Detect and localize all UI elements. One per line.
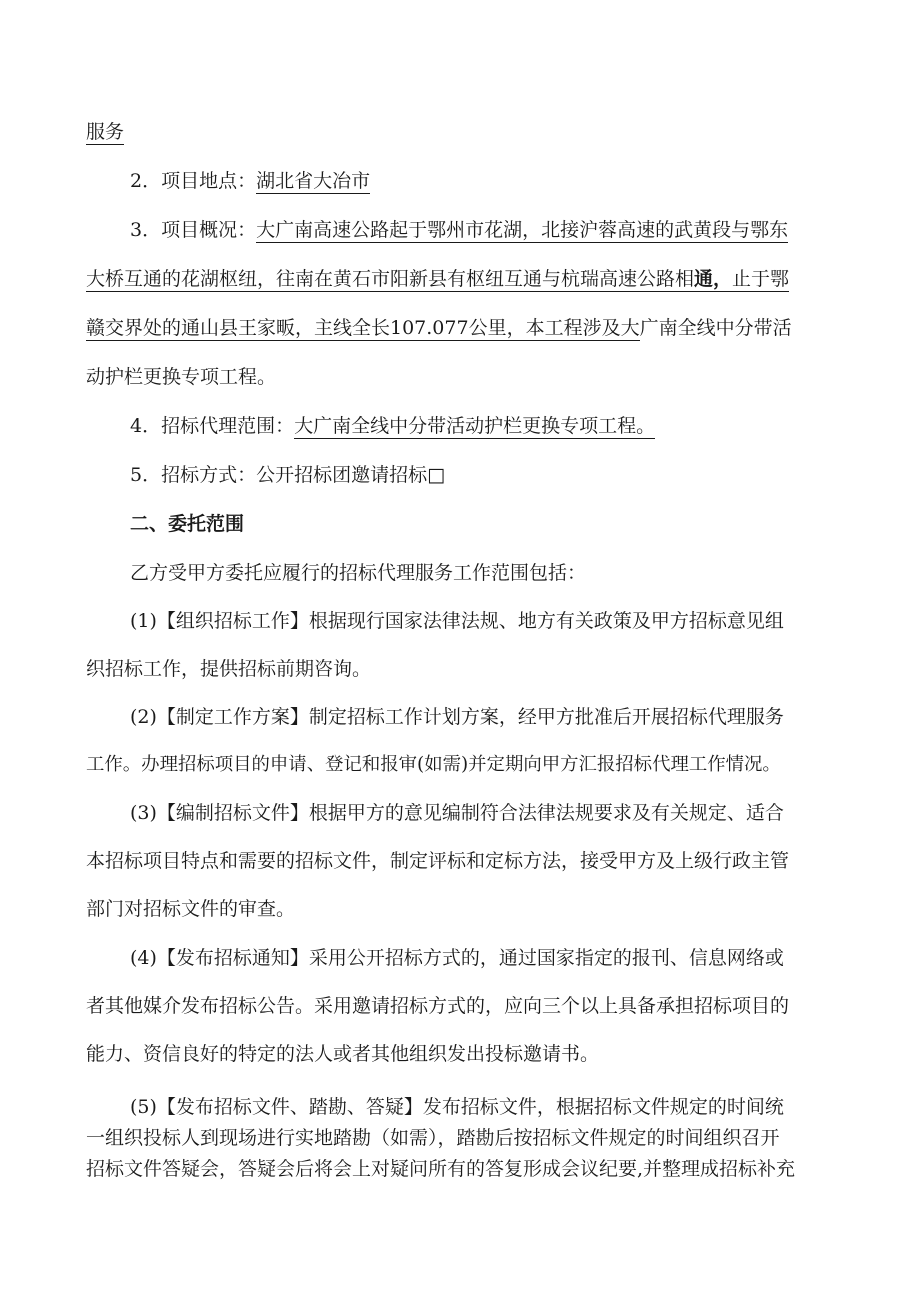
- text-line-service: [86, 119, 124, 145]
- item-separator: ．: [142, 170, 162, 192]
- text-line-overview-3: [86, 315, 792, 341]
- underlined-text: 赣交界处的通山县王家畈，主线全长107.077公里，本工程涉及大: [86, 317, 640, 339]
- paragraph-text: 乙方受甲方委托应履行的招标代理服务工作范围包括：: [130, 562, 587, 584]
- paragraph-text: (4)【发布招标通知】采用公开招标方式的，通过国家指定的报刊、信息网络或: [130, 947, 784, 969]
- item-separator: ．: [142, 219, 162, 241]
- section-title: 二、委托范围: [130, 513, 245, 535]
- paragraph-3-line-2: [86, 848, 789, 874]
- checkbox-icon: □: [427, 464, 446, 486]
- paragraph-text: 者其他媒介发布招标公告。采用邀请招标方式的，应向三个以上具备承担招标项目的: [86, 995, 790, 1017]
- item-agency-scope: [130, 413, 655, 439]
- item-value: 大广南高速公路起于鄂州市花湖，北接沪蓉高速的武黄段与鄂东: [256, 219, 789, 241]
- item-number: 4: [130, 415, 143, 437]
- paragraph-text: 织招标工作，提供招标前期咨询。: [86, 658, 372, 680]
- paragraph-text: 招标文件答疑会，答疑会后将会上对疑问所有的答复形成会议纪要,并整理成招标补充: [86, 1158, 796, 1180]
- underlined-text: 止于鄂: [732, 268, 790, 290]
- item-project-location: [130, 168, 370, 194]
- paragraph-1-line-2: [86, 656, 371, 682]
- item-label: 项目概况：: [161, 219, 257, 241]
- item-number: 3: [130, 219, 143, 241]
- item-number: 5: [130, 464, 143, 486]
- item-separator: ．: [142, 415, 162, 437]
- item-value: 大广南全线中分带活动护栏更换专项工程。: [294, 415, 656, 437]
- paragraph-4-line-2: [86, 993, 789, 1019]
- paragraph-4-line-3: [86, 1041, 599, 1067]
- paragraph-text: (2)【制定工作方案】制定招标工作计划方案，经甲方批准后开展招标代理服务: [130, 706, 784, 728]
- paragraph-text: (5)【发布招标文件、踏勘、答疑】发布招标文件，根据招标文件规定的时间统: [130, 1096, 784, 1118]
- underlined-text: 大桥互通的花湖枢纽，往南在黄石市阳新县有枢纽互通与杭瑞高速公路相: [86, 268, 695, 290]
- plain-text: 广南全线中分带活: [639, 317, 792, 339]
- paragraph-3-line-1: [130, 800, 784, 826]
- paragraph-intro: [130, 560, 586, 586]
- item-tender-method: [130, 462, 445, 488]
- paragraph-5-line-1: [130, 1094, 784, 1120]
- paragraph-2-line-1: [130, 704, 784, 730]
- paragraph-text: 部门对招标文件的审查。: [86, 898, 296, 920]
- plain-text: 动护栏更换专项工程。: [86, 366, 277, 388]
- paragraph-4-line-1: [130, 945, 784, 971]
- item-label: 招标代理范围：: [161, 415, 295, 437]
- paragraph-text: 能力、资信良好的特定的法人或者其他组织发出投标邀请书。: [86, 1043, 600, 1065]
- paragraph-text: (3)【编制招标文件】根据甲方的意见编制符合法律法规要求及有关规定、适合: [130, 802, 784, 824]
- paragraph-5-line-2: [86, 1125, 780, 1151]
- item-number: 2: [130, 170, 143, 192]
- item-value: 湖北省大冶市: [256, 170, 371, 192]
- paragraph-3-line-3: [86, 896, 295, 922]
- paragraph-1-line-1: [130, 608, 784, 634]
- section-heading: [130, 511, 244, 537]
- text-line-overview-2: [86, 266, 789, 292]
- item-label: 项目地点：: [161, 170, 257, 192]
- underlined-text: 服务: [86, 121, 125, 143]
- item-label: 招标方式：公开招标团邀请招标: [161, 464, 428, 486]
- paragraph-text: 工作。办理招标项目的申请、登记和报审(如需)并定期向甲方汇报招标代理工作情况。: [86, 754, 781, 775]
- item-project-overview: [130, 217, 788, 243]
- text-line-overview-4: [86, 364, 276, 390]
- paragraph-text: 本招标项目特点和需要的招标文件，制定评标和定标方法，接受甲方及上级行政主管: [86, 850, 790, 872]
- item-separator: ．: [142, 464, 162, 486]
- paragraph-2-line-2: [86, 752, 781, 778]
- paragraph-text: (1)【组织招标工作】根据现行国家法律法规、地方有关政策及甲方招标意见组: [130, 610, 784, 632]
- bold-text: 通，: [694, 268, 733, 290]
- paragraph-text: 一组织投标人到现场进行实地踏勘（如需），踏勘后按招标文件规定的时间组织召开: [86, 1127, 780, 1149]
- paragraph-5-line-3: [86, 1156, 795, 1182]
